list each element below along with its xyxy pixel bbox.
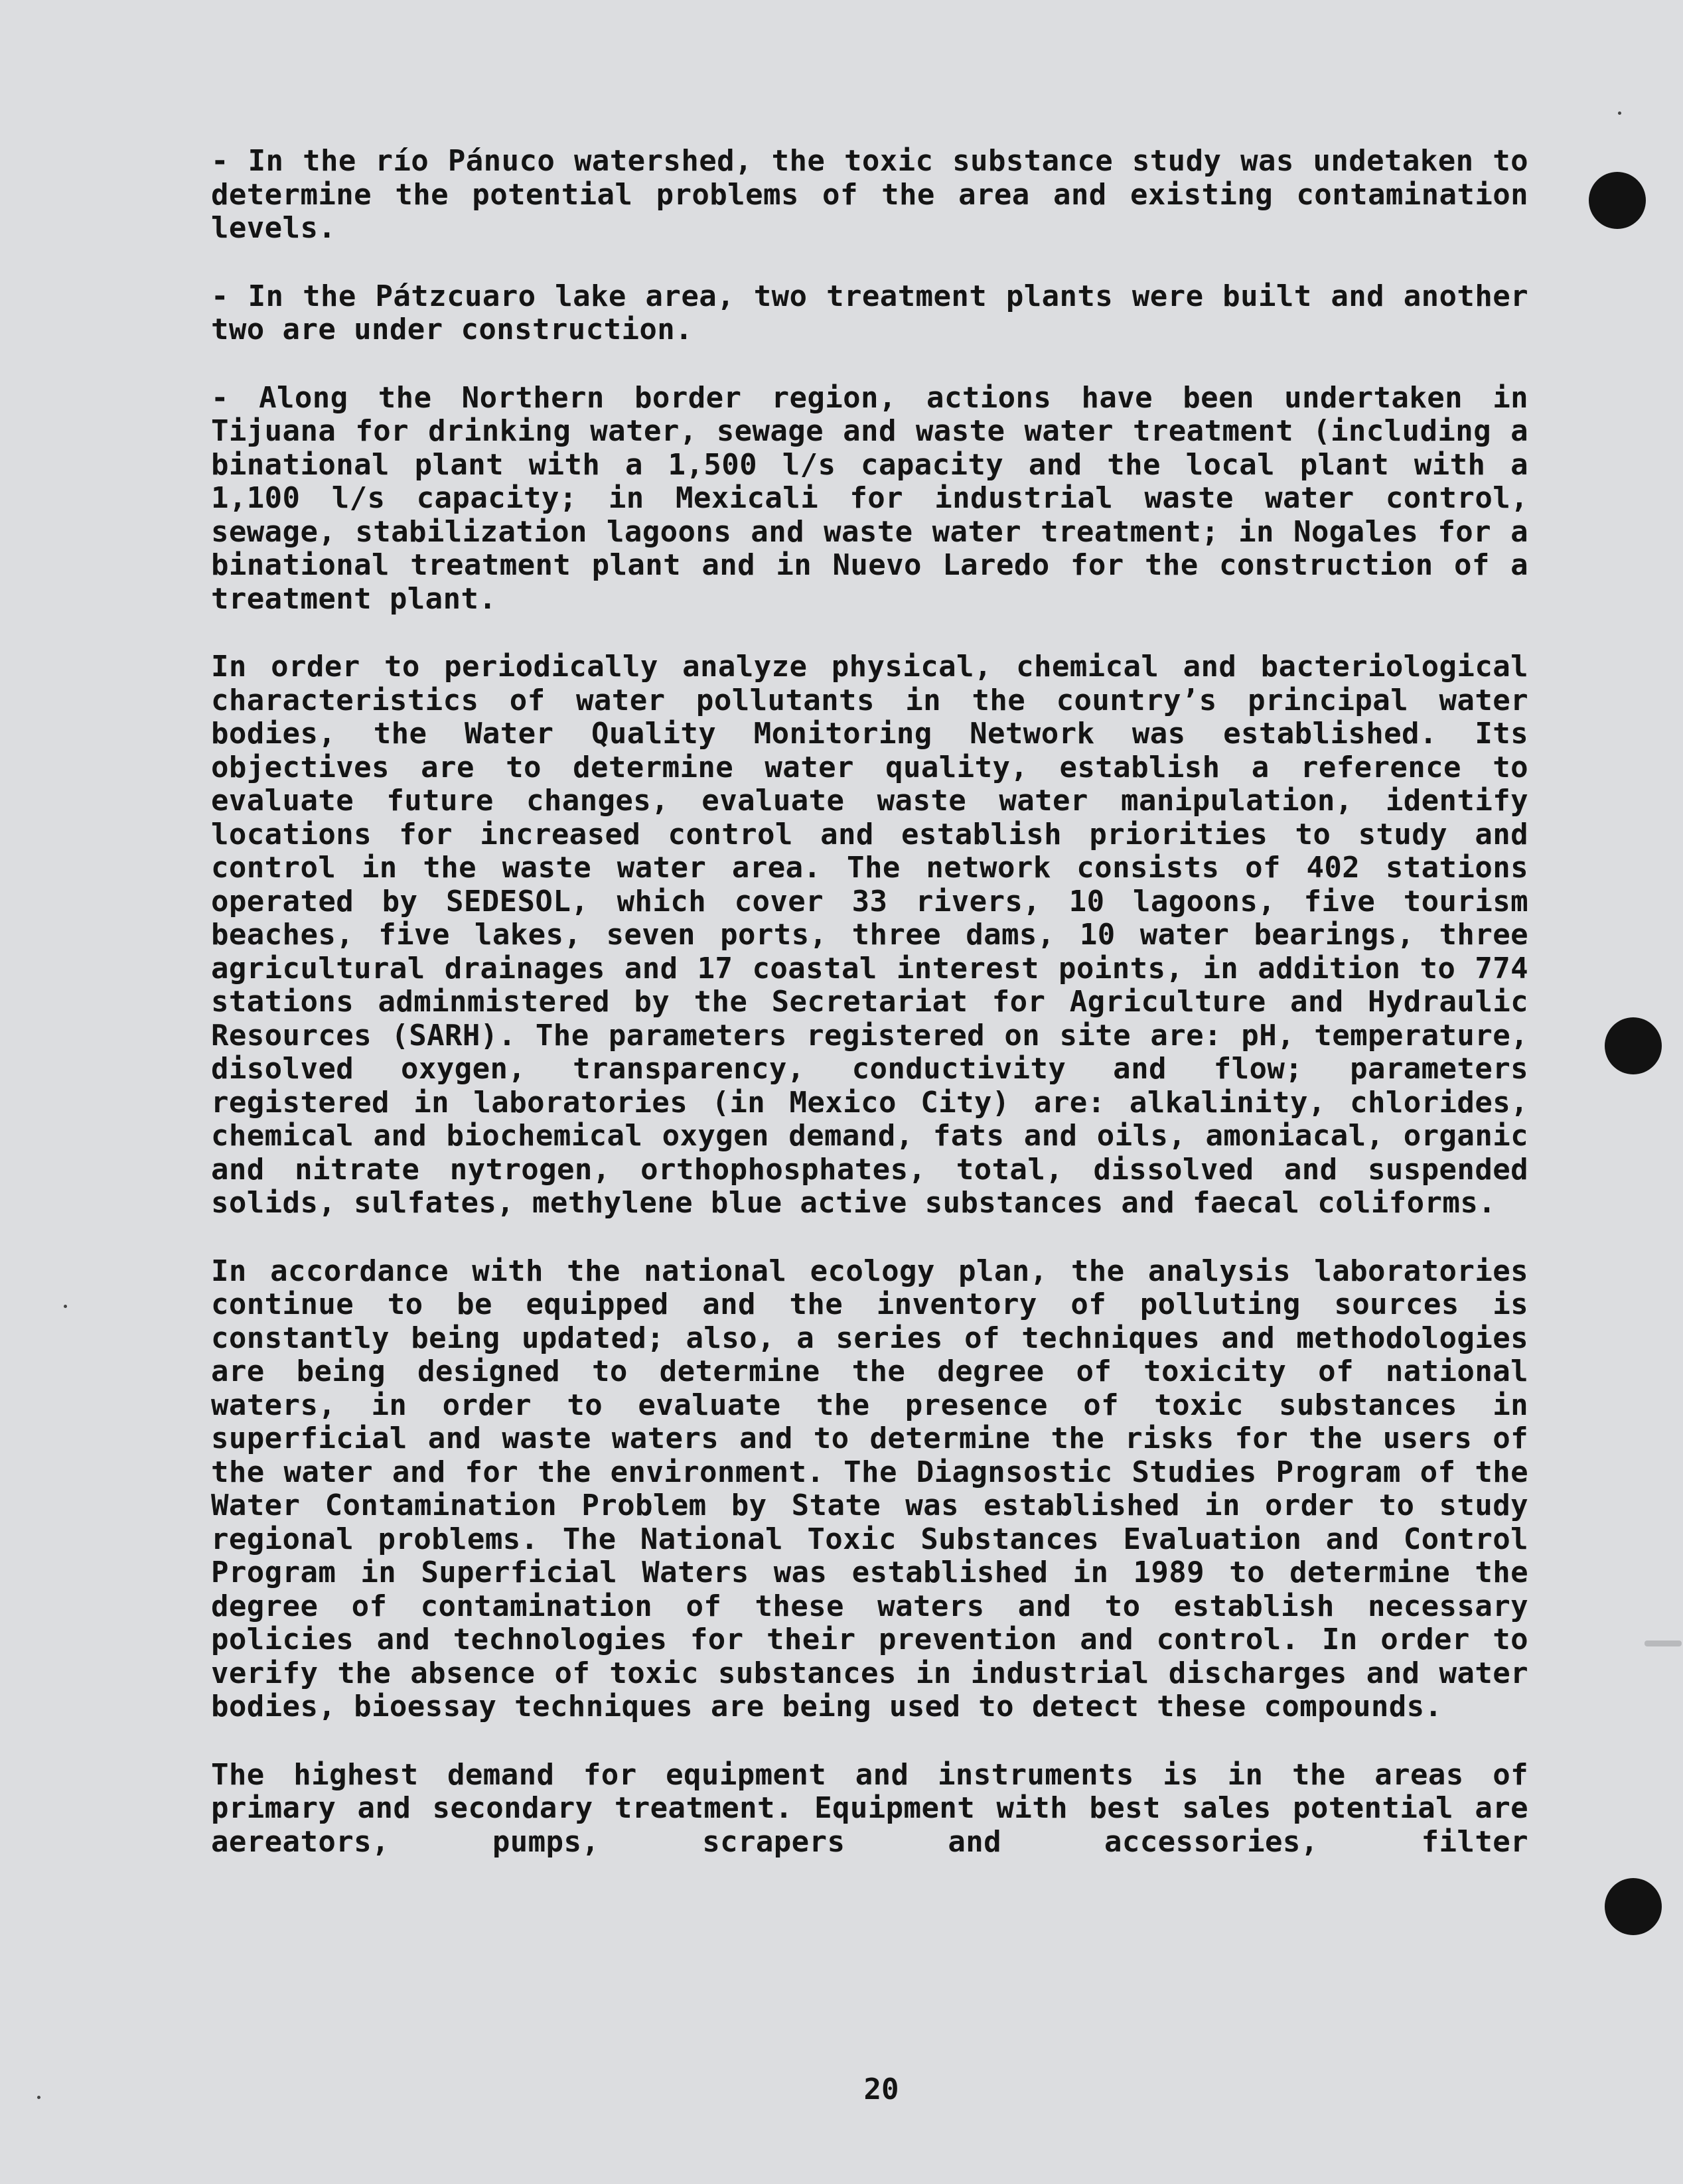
bullet-northern-border: - Along the Northern border region, actions have been undertaken in Tijuana for drinking water, sewage and waste water treatment (including a binational plant with a 1,500 l/s capacity and the local plant with a 1,100 l/s capacity; in Mexicali for industrial waste water control, sewage, stabilization lagoons and waste water treatment; in Nogales for a binational treatment plant and in Nuevo Laredo for the construction of a treatment plant. [211,380,1528,616]
scan-speck [37,2096,40,2099]
bullet-panuco-watershed: - In the río Pánuco watershed, the toxic substance study was undetaken to determine the potential problems of the area and existing contamination levels. [211,144,1528,245]
bullet-patzcuaro-lake: - In the Pátzcuaro lake area, two treatment plants were built and another two are under construction. [211,279,1528,346]
scan-speck [1618,111,1621,115]
scan-smudge [1645,1640,1682,1646]
page-number: 20 [863,2073,899,2106]
binder-hole [1605,1017,1662,1074]
paragraph-equipment-demand: The highest demand for equipment and instruments is in the areas of primary and secondary treatment. Equipment with best sales potential are aereators, pumps, scrapers and accessories, filter [211,1757,1528,1859]
binder-hole [1589,172,1646,229]
binder-hole [1605,1878,1662,1935]
scan-speck [64,1305,67,1308]
body-text [211,145,1528,1893]
paragraph-monitoring-network: In order to periodically analyze physical, chemical and bacteriological characteristics of water pollutants in the country’s principal water bodies, the Water Quality Monitoring Network was established. Its objectives are to determine water quality, establish a reference to evaluate future changes, evaluate waste water manipulation, identify locations for increased control and establish priorities to study and control in the waste water area. The network consists of 402 stations operated by SEDESOL, which cover 33 rivers, 10 lagoons, five tourism beaches, five lakes, seven ports, three dams, 10 water bearings, three agricultural drainages and 17 coastal interest points, in addition to 774 stations adminmistered by the Secretariat for Agriculture and Hydraulic Resources (SARH). The parameters registered on site are: pH, temperature, disolved oxygen, transparency, conductivity and flow; parameters registered in laboratories (in Mexico City) are: alkalinity, chlorides, chemical and biochemical oxygen demand, fats and oils, amoniacal, organic and nitrate nytrogen, orthophosphates, total, dissolved and suspended solids, sulfates, methylene blue active substances and faecal coliforms. [211,650,1528,1220]
paragraph-ecology-plan: In accordance with the national ecology plan, the analysis laboratories continue to be equipped and the inventory of polluting sources is constantly being updated; also, a series of techniques and methodologies are being designed to determine the degree of toxicity of national waters, in order to evaluate the presence of toxic substances in superficial and waste waters and to determine the risks for the users of the water and for the environment. The Diagnsostic Studies Program of the Water Contamination Problem by State was established in order to study regional problems. The National Toxic Substances Evaluation and Control Program in Superficial Waters was established in 1989 to determine the degree of contamination of these waters and to establish necessary policies and technologies for their prevention and control. In order to verify the absence of toxic substances in industrial discharges and water bodies, bioessay techniques are being used to detect these compounds. [211,1254,1528,1723]
